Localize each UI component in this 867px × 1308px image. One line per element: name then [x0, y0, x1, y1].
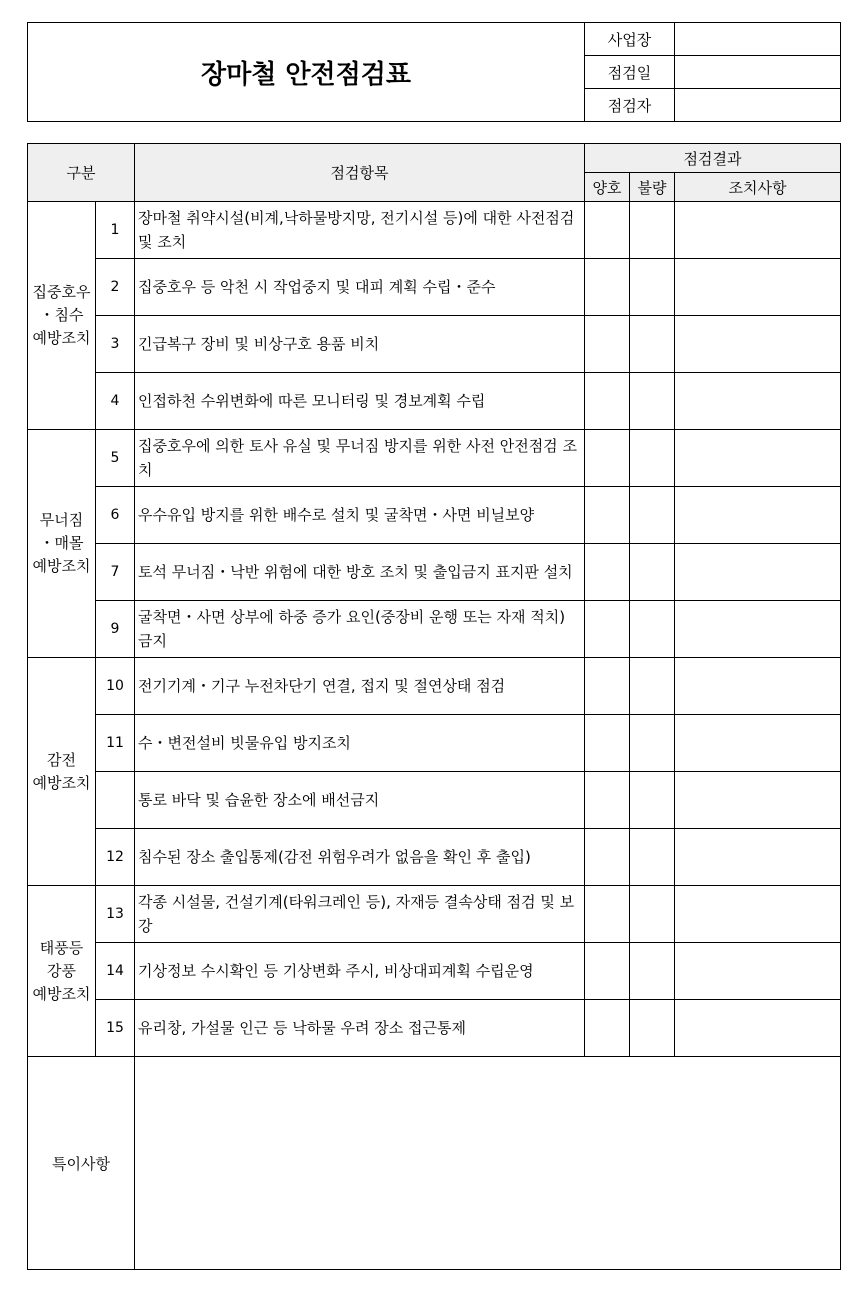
good-cell[interactable]: [585, 658, 630, 715]
table-row: [28, 544, 841, 601]
site-label: 사업장: [585, 23, 675, 56]
item-number: 15: [96, 1000, 135, 1057]
item-number: [96, 772, 135, 829]
site-field[interactable]: [675, 23, 841, 56]
bad-cell[interactable]: [630, 544, 675, 601]
action-cell[interactable]: [675, 373, 841, 430]
item-text: 수・변전설비 빗물유입 방지조치: [135, 715, 585, 772]
good-cell[interactable]: [585, 259, 630, 316]
category-collapse: 무너짐 ・매몰 예방조치: [28, 430, 96, 658]
item-number: 12: [96, 829, 135, 886]
action-cell[interactable]: [675, 316, 841, 373]
bad-cell[interactable]: [630, 772, 675, 829]
table-row: [28, 373, 841, 430]
action-cell[interactable]: [675, 259, 841, 316]
good-cell[interactable]: [585, 715, 630, 772]
table-row: [28, 487, 841, 544]
table-row: [28, 1000, 841, 1057]
good-header: 양호: [585, 173, 630, 202]
good-cell[interactable]: [585, 1000, 630, 1057]
action-cell[interactable]: [675, 772, 841, 829]
category-header: 구분: [28, 144, 135, 202]
bad-cell[interactable]: [630, 601, 675, 658]
table-row: [28, 259, 841, 316]
action-header: 조치사항: [675, 173, 841, 202]
table-row: [28, 715, 841, 772]
notes-label: 특이사항: [28, 1057, 135, 1270]
date-field[interactable]: [675, 56, 841, 89]
good-cell[interactable]: [585, 829, 630, 886]
item-header: 점검항목: [135, 144, 585, 202]
table-row: [28, 943, 841, 1000]
item-text: 통로 바닥 및 습윤한 장소에 배선금지: [135, 772, 585, 829]
bad-cell[interactable]: [630, 715, 675, 772]
item-number: 4: [96, 373, 135, 430]
bad-cell[interactable]: [630, 202, 675, 259]
checklist-table: [27, 143, 841, 1270]
item-text: 집중호우에 의한 토사 유실 및 무너짐 방지를 위한 사전 안전점검 조치: [135, 430, 585, 487]
item-number: 7: [96, 544, 135, 601]
table-row: [28, 829, 841, 886]
action-cell[interactable]: [675, 487, 841, 544]
item-text: 각종 시설물, 건설기계(타워크레인 등), 자재등 결속상태 점검 및 보강: [135, 886, 585, 943]
item-text: 굴착면・사면 상부에 하중 증가 요인(중장비 운행 또는 자재 적치) 금지: [135, 601, 585, 658]
item-number: 14: [96, 943, 135, 1000]
category-typhoon: 태풍등 강풍 예방조치: [28, 886, 96, 1057]
action-cell[interactable]: [675, 715, 841, 772]
action-cell[interactable]: [675, 544, 841, 601]
page-title: 장마철 안전점검표: [28, 23, 585, 122]
table-row: [28, 316, 841, 373]
good-cell[interactable]: [585, 487, 630, 544]
item-number: 2: [96, 259, 135, 316]
good-cell[interactable]: [585, 373, 630, 430]
item-text: 토석 무너짐・낙반 위험에 대한 방호 조치 및 출입금지 표지판 설치: [135, 544, 585, 601]
good-cell[interactable]: [585, 601, 630, 658]
table-row: [28, 772, 841, 829]
table-row: [28, 430, 841, 487]
item-number: 13: [96, 886, 135, 943]
item-text: 전기기계・기구 누전차단기 연결, 접지 및 절연상태 점검: [135, 658, 585, 715]
good-cell[interactable]: [585, 886, 630, 943]
action-cell[interactable]: [675, 1000, 841, 1057]
good-cell[interactable]: [585, 430, 630, 487]
action-cell[interactable]: [675, 430, 841, 487]
item-number: 11: [96, 715, 135, 772]
action-cell[interactable]: [675, 886, 841, 943]
item-text: 유리창, 가설물 인근 등 낙하물 우려 장소 접근통제: [135, 1000, 585, 1057]
bad-cell[interactable]: [630, 658, 675, 715]
item-text: 긴급복구 장비 및 비상구호 용품 비치: [135, 316, 585, 373]
bad-header: 불량: [630, 173, 675, 202]
result-header: 점검결과: [585, 144, 841, 173]
category-flood: 집중호우 ・침수 예방조치: [28, 202, 96, 430]
table-row: [28, 601, 841, 658]
table-row: [28, 658, 841, 715]
item-text: 인접하천 수위변화에 따른 모니터링 및 경보계획 수립: [135, 373, 585, 430]
item-text: 기상정보 수시확인 등 기상변화 주시, 비상대피계획 수립운영: [135, 943, 585, 1000]
item-number: 9: [96, 601, 135, 658]
item-text: 침수된 장소 출입통제(감전 위험우려가 없음을 확인 후 출입): [135, 829, 585, 886]
good-cell[interactable]: [585, 772, 630, 829]
bad-cell[interactable]: [630, 487, 675, 544]
bad-cell[interactable]: [630, 430, 675, 487]
good-cell[interactable]: [585, 544, 630, 601]
action-cell[interactable]: [675, 202, 841, 259]
good-cell[interactable]: [585, 316, 630, 373]
action-cell[interactable]: [675, 601, 841, 658]
bad-cell[interactable]: [630, 886, 675, 943]
notes-field[interactable]: [135, 1057, 841, 1270]
table-row: [28, 886, 841, 943]
table-row: [28, 202, 841, 259]
date-label: 점검일: [585, 56, 675, 89]
inspector-field[interactable]: [675, 89, 841, 122]
bad-cell[interactable]: [630, 1000, 675, 1057]
bad-cell[interactable]: [630, 943, 675, 1000]
good-cell[interactable]: [585, 943, 630, 1000]
action-cell[interactable]: [675, 829, 841, 886]
notes-row: [28, 1057, 841, 1270]
category-electric: 감전 예방조치: [28, 658, 96, 886]
action-cell[interactable]: [675, 658, 841, 715]
item-number: 1: [96, 202, 135, 259]
bad-cell[interactable]: [630, 373, 675, 430]
item-text: 장마철 취약시설(비계,낙하물방지망, 전기시설 등)에 대한 사전점검 및 조치: [135, 202, 585, 259]
header-table: [27, 22, 841, 122]
bad-cell[interactable]: [630, 316, 675, 373]
item-number: 10: [96, 658, 135, 715]
item-number: 5: [96, 430, 135, 487]
bad-cell[interactable]: [630, 829, 675, 886]
good-cell[interactable]: [585, 202, 630, 259]
action-cell[interactable]: [675, 943, 841, 1000]
item-text: 우수유입 방지를 위한 배수로 설치 및 굴착면・사면 비닐보양: [135, 487, 585, 544]
item-number: 6: [96, 487, 135, 544]
inspector-label: 점검자: [585, 89, 675, 122]
bad-cell[interactable]: [630, 259, 675, 316]
item-number: 3: [96, 316, 135, 373]
item-text: 집중호우 등 악천 시 작업중지 및 대피 계획 수립・준수: [135, 259, 585, 316]
